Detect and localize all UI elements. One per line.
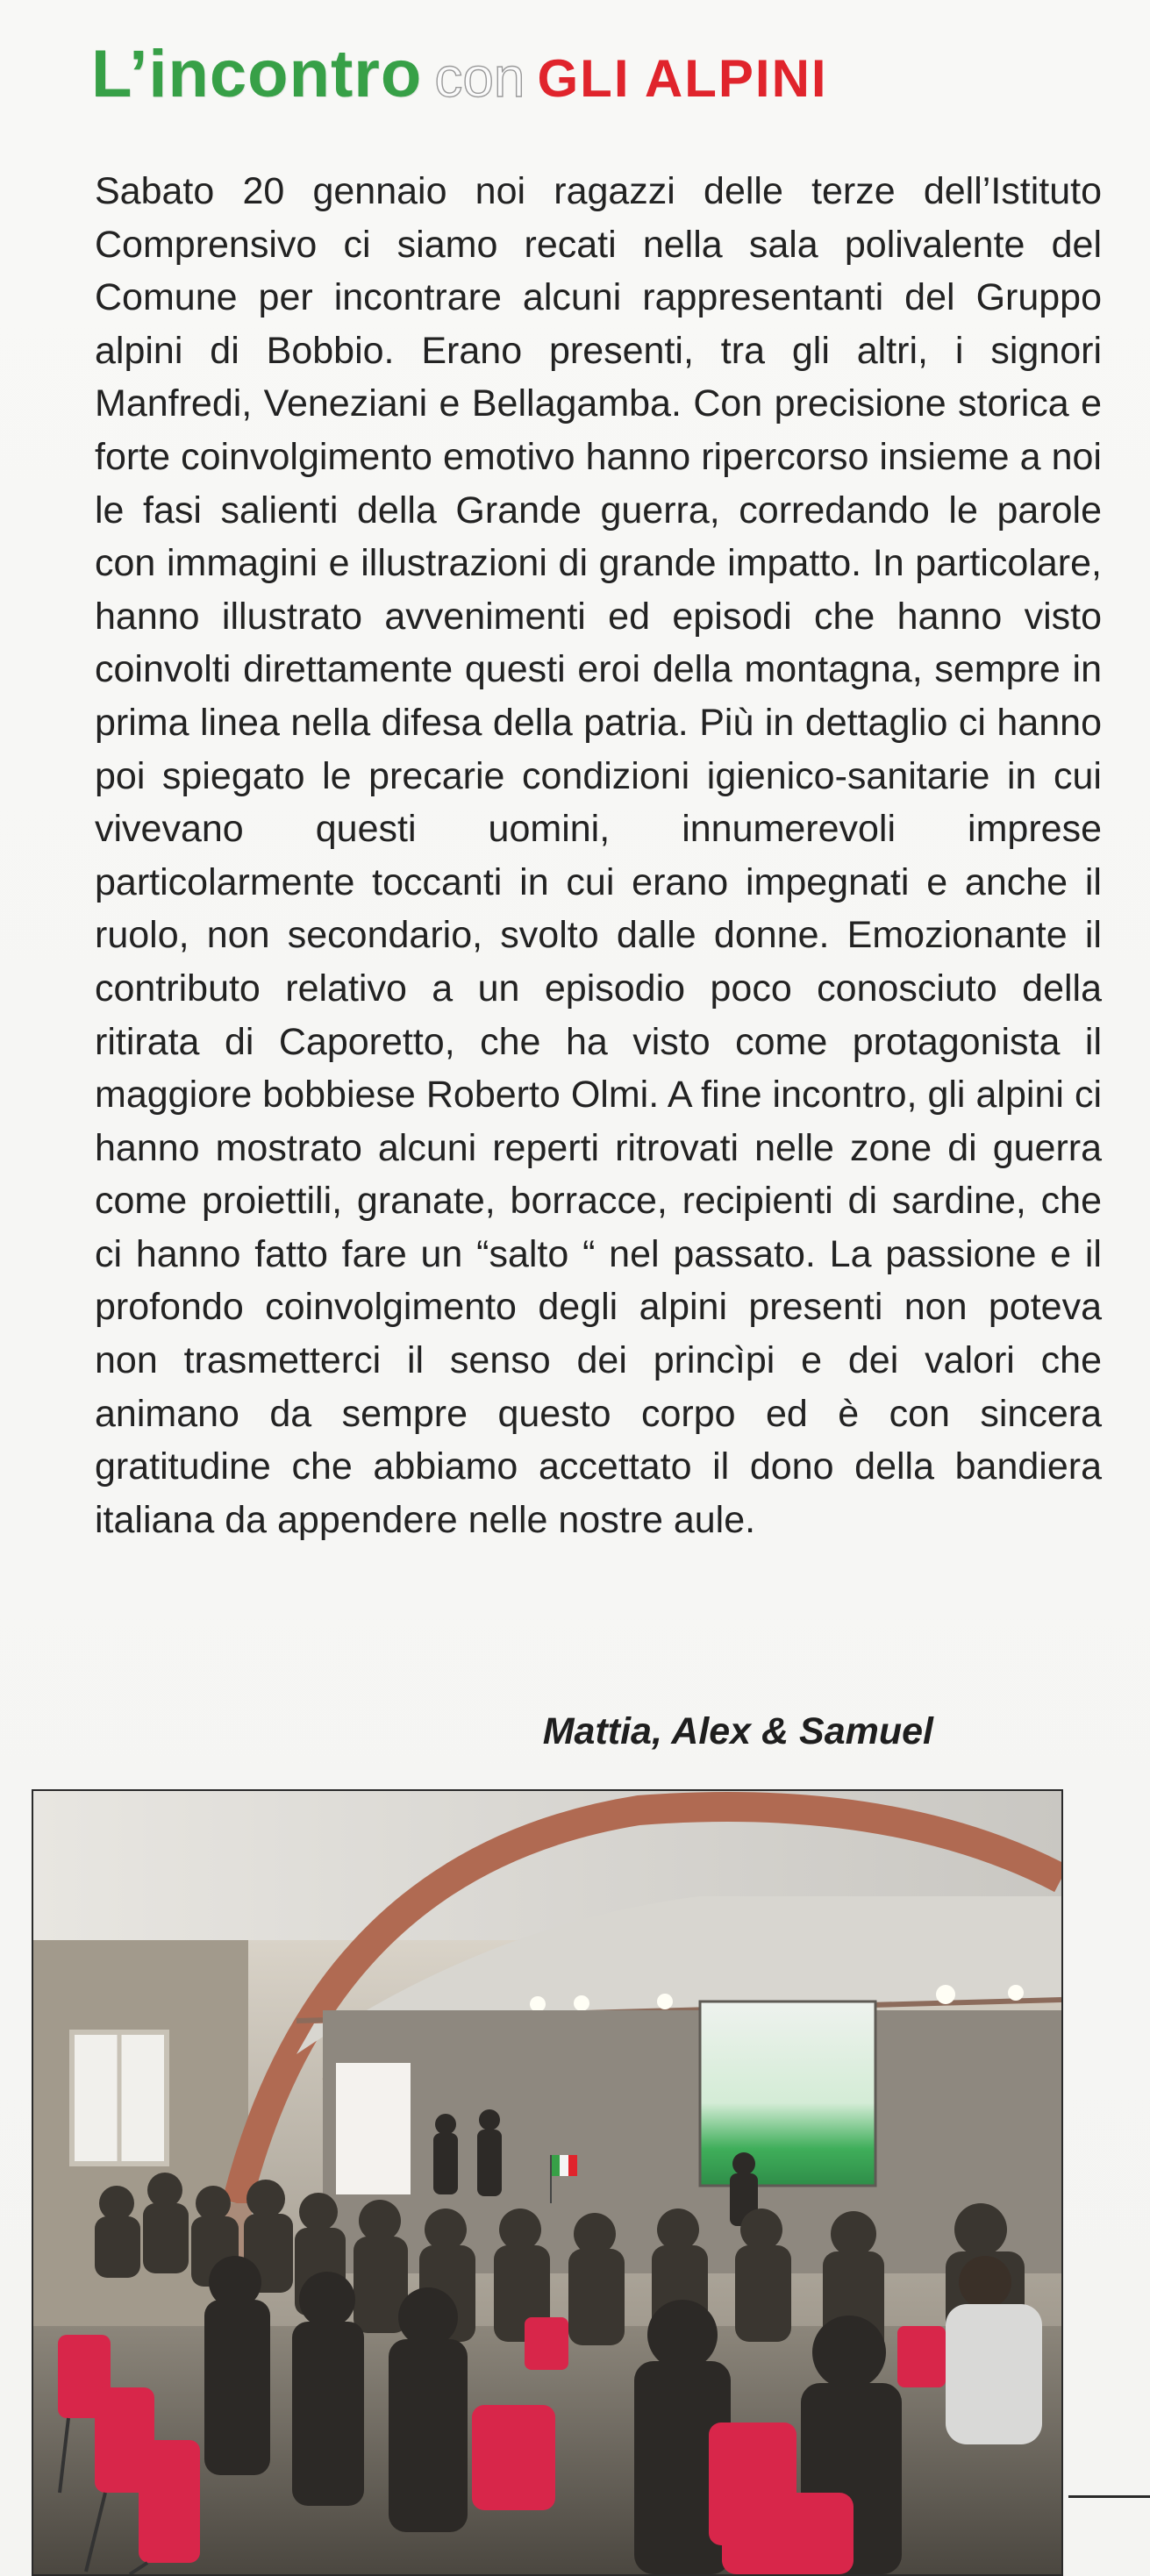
title-part-white: con bbox=[434, 46, 525, 109]
article-signature: Mattia, Alex & Samuel bbox=[542, 1710, 933, 1752]
title-part-red: GLI ALPINI bbox=[537, 49, 828, 108]
edge-rule bbox=[1068, 2495, 1150, 2498]
whiteboard bbox=[336, 2063, 411, 2194]
projector-screen bbox=[700, 2002, 875, 2186]
article-title bbox=[91, 26, 1056, 123]
article-body: Sabato 20 gennaio noi ragazzi delle terze dell’Istituto Comprensivo ci siamo recati nella sala polivalente del Comune per incontrare alcuni rappresentanti del Gruppo alpini di Bobbio. Erano presenti, tra gli altri, i signori Manfredi, Veneziani e Bellagamba. Con precisione storica e forte coinvolgimento emotivo hanno ripercorso insieme a noi le fasi salienti della Grande guerra, corredando le parole con immagini e illustrazioni di grande impatto. In particolare, hanno illustrato avvenimenti ed episodi che hanno visto coinvolti direttamente questi eroi della montagna, sempre in prima linea nella difesa della patria. Più in dettaglio ci hanno poi spiegato le precarie condizioni igienico-sanitarie in cui vivevano questi uomini, innumerevoli imprese particolarmente toccanti in cui erano impegnati e anche il ruolo, non secondario, svolto dalle donne. Emozionante il contributo relativo a un episodio poco conosciuto della ritirata di Caporetto, che ha visto come protagonista il maggiore bobbiese Roberto Olmi. A fine incontro, gli alpini ci hanno mostrato alcuni reperti ritrovati nelle zone di guerra come proiettili, granate, borracce, recipienti di sardine, che ci hanno fatto fare un “salto “ nel passato. La passione e il profondo coinvolgimento degli alpini presenti non poteva non trasmetterci il senso dei princìpi e dei valori che animano da sempre questo corpo ed è con sincera gratitudine che abbiamo accettato il dono della bandiera italiana da appendere nelle nostre aule. bbox=[95, 170, 1102, 1541]
title-part-green: L’incontro bbox=[91, 37, 423, 111]
meeting-photo bbox=[32, 1789, 1063, 2576]
